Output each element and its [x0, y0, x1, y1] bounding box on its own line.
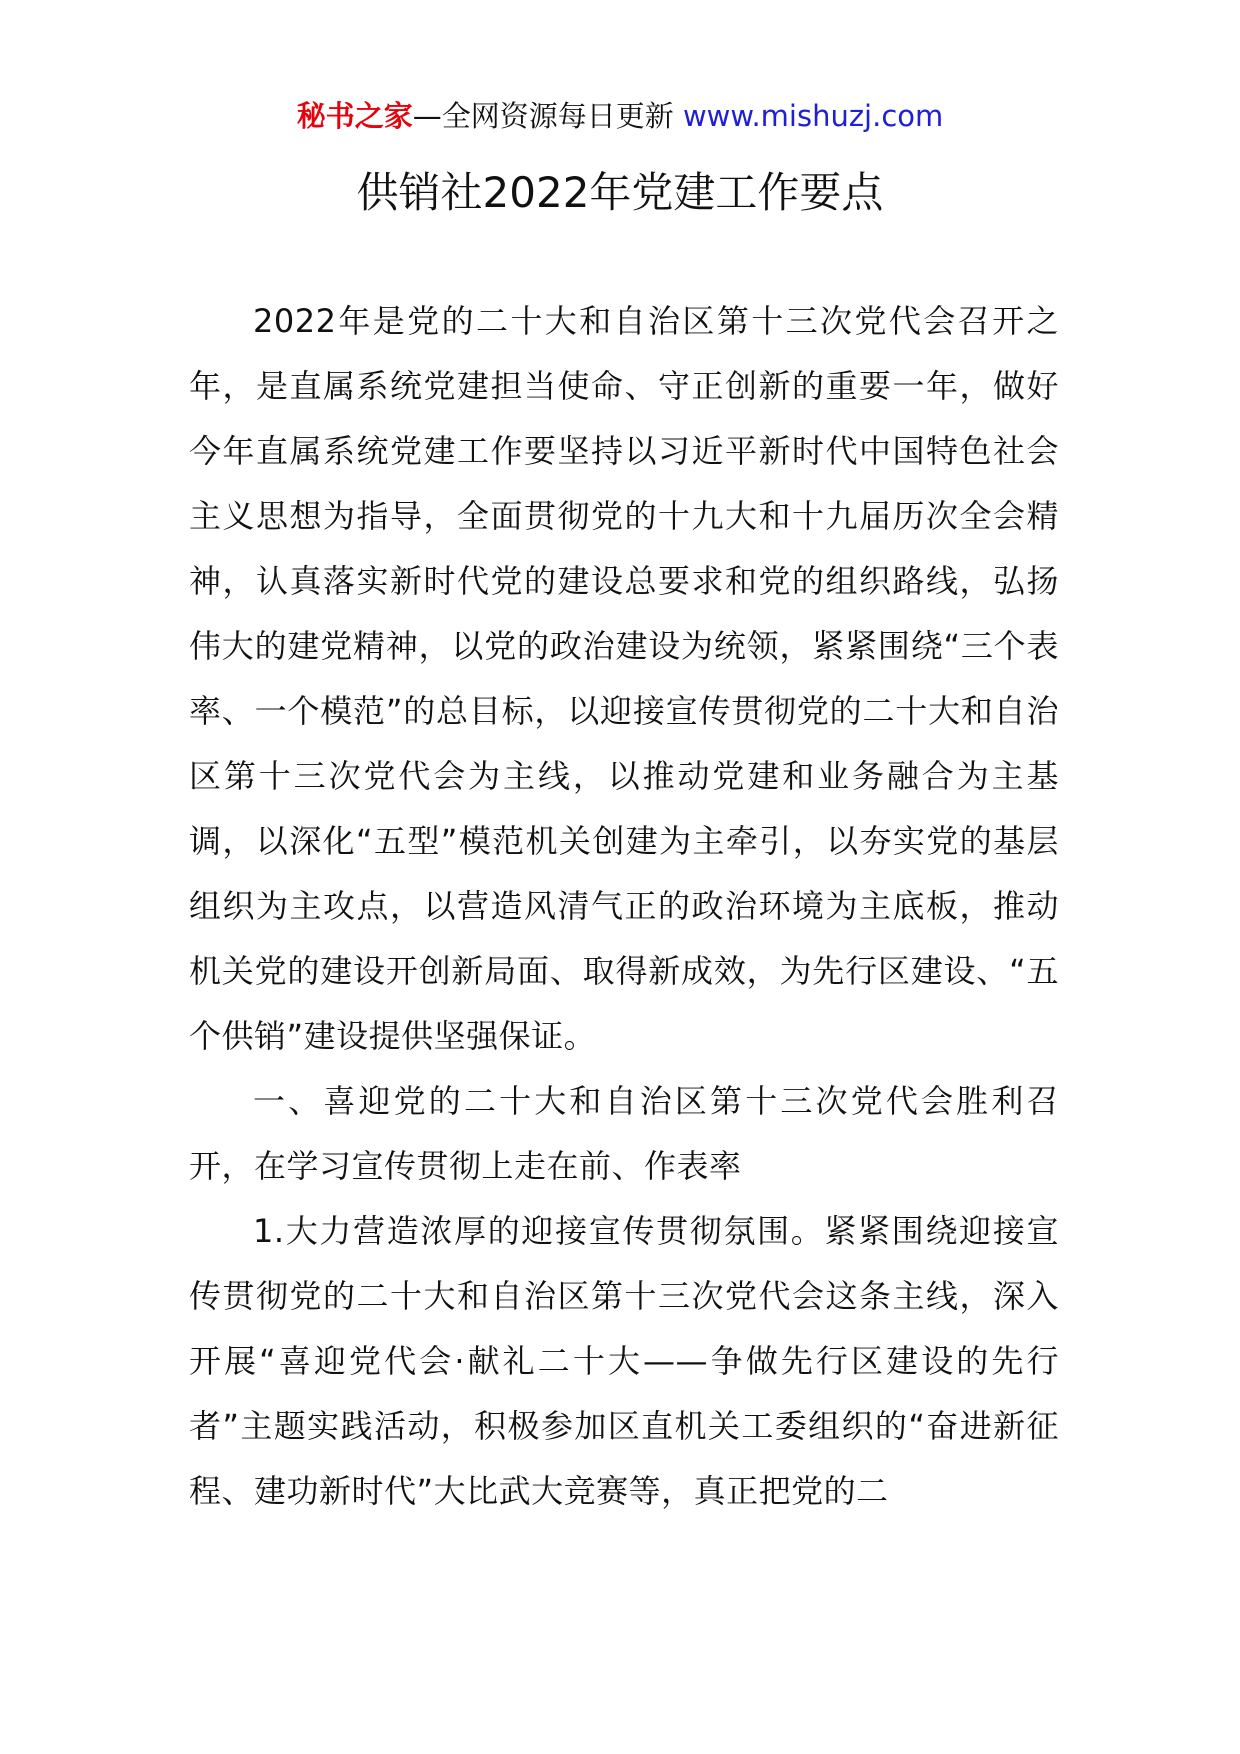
intro-paragraph: 2022年是党的二十大和自治区第十三次党代会召开之年，是直属系统党建担当使命、守正创新的重要一年，做好今年直属系统党建工作要坚持以习近平新时代中国特色社会主义思想为指导，全面贯彻党的十九大和十九届历次全会精神，认真落实新时代党的建设总要求和党的组织路线，弘扬伟大的建党精神，以党的政治建设为统领，紧紧围绕“三个表率、一个模范”的总目标，以迎接宣传贯彻党的二十大和自治区第十三次党代会为主线，以推动党建和业务融合为主基调，以深化“五型”模范机关创建为主牵引，以夯实党的基层组织为主攻点，以营造风清气正的政治环境为主底板，推动机关党的建设开创新局面、取得新成效，为先行区建设、“五个供销”建设提供坚强保证。 [189, 302, 1059, 1055]
document-body [189, 289, 1059, 1524]
site-brand: 秘书之家 [296, 99, 413, 133]
document-title: 供销社2022年党建工作要点 [356, 168, 884, 217]
site-header [0, 96, 1240, 136]
site-tagline: —全网资源每日更新 [412, 99, 674, 133]
site-url-link[interactable]: www.mishuzj.com [682, 99, 944, 133]
section-heading: 一、喜迎党的二十大和自治区第十三次党代会胜利召开，在学习宣传贯彻上走在前、作表率 [189, 1082, 1059, 1185]
item-paragraph: 1.大力营造浓厚的迎接宣传贯彻氛围。紧紧围绕迎接宣传贯彻党的二十大和自治区第十三次党代会这条主线，深入开展“喜迎党代会·献礼二十大——争做先行区建设的先行者”主题实践活动，积极参加区直机关工委组织的“奋进新征程、建功新时代”大比武大竞赛等，真正把党的二 [189, 1212, 1059, 1510]
